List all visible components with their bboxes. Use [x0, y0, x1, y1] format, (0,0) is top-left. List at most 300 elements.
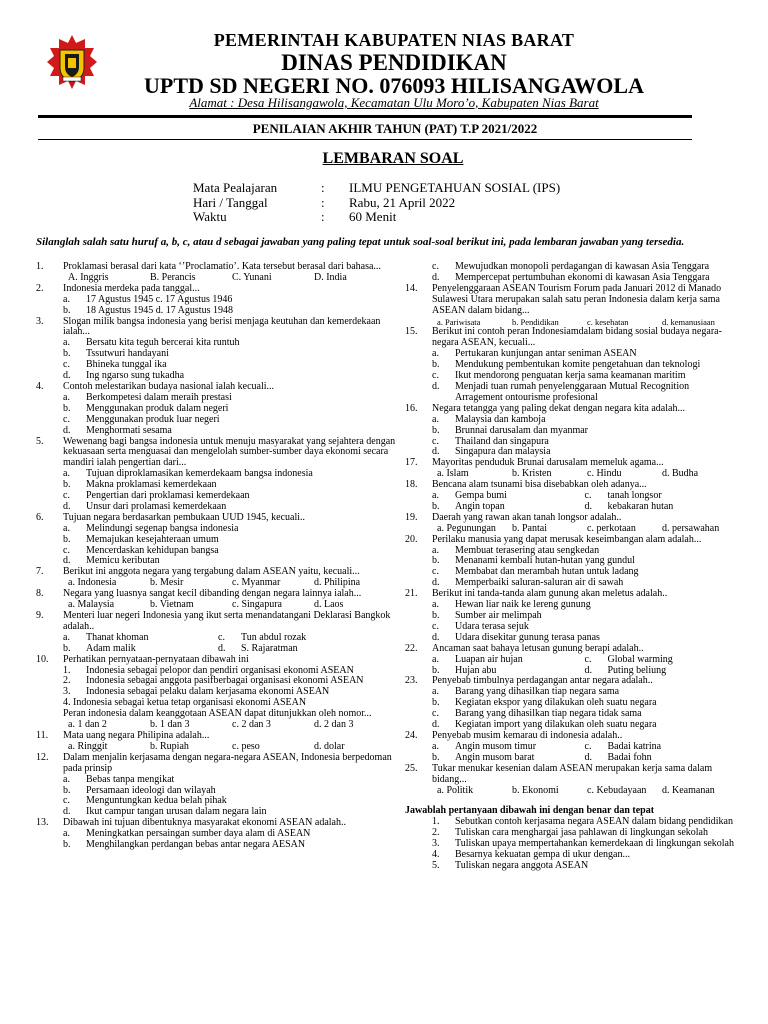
divider: [38, 115, 692, 118]
answer-option: b. Pendidikan: [512, 316, 559, 327]
answer-option: d. Keamanan: [662, 784, 715, 796]
question-19: [405, 513, 737, 535]
letterhead: [0, 0, 768, 125]
option-letter: c.: [432, 435, 439, 447]
info-value: ILMU PENGETAHUAN SOSIAL (IPS): [349, 180, 561, 195]
question-text: Perilaku manusia yang dapat merusak keseimbangan alam adalah...: [432, 533, 702, 545]
question-number: 14.: [405, 282, 418, 294]
option-text: Sebutkan contoh kerjasama negara ASEAN dalam bidang pendidikan: [455, 816, 733, 828]
option-text: Tssutwuri handayani: [86, 348, 169, 360]
option-letter: b.: [432, 424, 440, 436]
question-4: [36, 382, 396, 437]
option-letter: a.: [63, 828, 70, 840]
answer-option: Peran indonesia dalam keanggotaan ASEAN dapat ditunjukkan oleh nomor...: [63, 708, 372, 720]
option-letter: 3.: [432, 838, 440, 850]
question-stem: [36, 317, 396, 339]
essay-section: [405, 806, 737, 871]
question-24: [405, 731, 737, 764]
school-name: UPTD SD NEGERI NO. 076093 HILISANGAWOLA: [144, 73, 644, 98]
option-letter: b.: [432, 555, 440, 567]
option-letter: d.: [432, 446, 440, 458]
info-label: Waktu: [193, 209, 227, 224]
questions-right-column: [405, 262, 737, 872]
answer-option: Gempa bumi: [455, 490, 507, 502]
option-letter: a.: [432, 490, 439, 502]
answer-option: c. 2 dan 3: [232, 719, 271, 731]
option-letter: d.: [63, 424, 71, 436]
option-text: Memajukan kesejahteraan umum: [86, 533, 219, 545]
option-text: Menggunakan produk dalam negeri: [86, 402, 229, 414]
option-letter: d.: [432, 719, 440, 731]
option-letter: a.: [432, 348, 439, 360]
answer-option: c. Hindu: [587, 468, 622, 480]
question-text: Negara yang luasnya sangat kecil dibanding dengan negara lainnya ialah...: [63, 588, 362, 600]
answer-option: Badai fohn: [607, 751, 652, 763]
option-letter: b.: [63, 533, 71, 545]
option-letter: c.: [63, 795, 70, 807]
answer-option: b. Ekonomi: [512, 784, 559, 796]
question-text: Dibawah ini tujuan dibentuknya masyarakat ekonomi ASEAN adalah..: [63, 817, 346, 829]
question-5: [36, 437, 396, 513]
answer-option: b. Mesir: [150, 577, 184, 589]
question-stem: [36, 437, 396, 470]
question-14: [405, 284, 737, 328]
answer-option: d. Laos: [314, 599, 344, 611]
question-16: [405, 404, 737, 459]
option-letter: a.: [432, 740, 439, 752]
answer-option: [36, 840, 396, 851]
info-label: Mata Pealajaran: [193, 180, 278, 195]
option-letter: c.: [432, 708, 439, 720]
answer-option: 4. Indonesia sebagai ketua tetap organisasi ekonomi ASEAN: [63, 697, 307, 709]
answer-option: a. Malaysia: [68, 599, 115, 611]
question-text: Penyelenggaraan ASEAN Tourism Forum pada Januari 2012 di Manado Sulawesi Utara merupakan salah satu peran Indonesia dalam kerja sama ASEAN dalam bidang...: [432, 282, 722, 316]
question-stem: [405, 284, 737, 317]
answer-option: [405, 415, 737, 426]
answer-option: [36, 295, 396, 306]
question-text: Menteri luar negeri Indonesia yang ikut serta menandatangani Deklarasi Bangkok adalah..: [63, 610, 391, 632]
answer-option: a. Pariwisata: [437, 316, 481, 327]
option-letter: 3.: [63, 686, 71, 698]
question-text: Indonesia merdeka pada tanggal...: [63, 282, 200, 294]
question-text: Mayoritas penduduk Brunai darusalam memeluk agama...: [432, 457, 664, 469]
option-letter: d.: [63, 500, 71, 512]
question-text: Wewenang bagi bangsa indonesia untuk menuju masyarakat yang sejahtera dengan kekuasaan serta menguasai dan mengelolah sumber-sumber daya ekonomi secara mandiri ialah pengertian dari...: [63, 435, 396, 469]
option-text: Tuliskan cara menghargai jasa pahlawan di lingkungan sekolah: [455, 827, 708, 839]
option-text: Pertukaran kunjungan antar seniman ASEAN: [455, 348, 637, 360]
answer-option: A. Inggris: [68, 271, 109, 283]
option-text: Malaysia dan kamboja: [455, 413, 546, 425]
option-letter: a.: [63, 391, 70, 403]
answer-option: a. Indonesia: [68, 577, 117, 589]
option-text: Mendukung pembentukan komite pengetahuan dan teknologi: [455, 359, 701, 371]
answer-option: [218, 644, 373, 655]
option-text: Besarnya kekuatan gempa di ukur dengan...: [455, 849, 630, 861]
info-value: 60 Menit: [349, 209, 397, 224]
option-letter: 5.: [432, 859, 440, 871]
info-value: Rabu, 21 April 2022: [349, 194, 456, 210]
option-letter: d.: [63, 370, 71, 382]
question-number: 18.: [405, 479, 418, 491]
option-text: Makna proklamasi kemerdekaan: [86, 479, 217, 491]
option-text: Bebas tanpa mengikat: [86, 773, 175, 785]
question-stem: [405, 327, 737, 349]
question-text: Ancaman saat bahaya letusan gunung berapi adalah..: [432, 642, 644, 654]
answer-option: Luapan air hujan: [455, 653, 523, 665]
question-text: Bencana alam tsunami bisa disebabkan oleh adanya...: [432, 479, 647, 491]
option-letter: d.: [218, 642, 226, 654]
option-text: Sumber air melimpah: [455, 610, 542, 621]
option-text: Thailand dan singapura: [455, 435, 549, 447]
option-text: Memicu keributan: [86, 555, 160, 567]
question-number: 9.: [36, 610, 44, 621]
answer-option: b. Rupiah: [150, 740, 189, 752]
question-stem: [405, 764, 737, 786]
question-text: Berikut ini anggota negara yang tergabung dalam ASEAN yaitu, kecuali...: [63, 566, 360, 578]
answer-option: d. 2 dan 3: [314, 719, 354, 731]
answer-option: Badai katrina: [607, 740, 662, 752]
question-number: 21.: [405, 588, 418, 600]
answer-option: C. Yunani: [232, 271, 272, 283]
option-letter: c.: [63, 359, 70, 371]
option-text: Udara disekitar gunung terasa panas: [455, 631, 600, 643]
answer-option: Angin musom barat: [455, 751, 535, 763]
option-letter: 4.: [432, 849, 440, 861]
option-letter: a.: [63, 773, 70, 785]
answer-option: a. 1 dan 2: [68, 719, 107, 731]
option-letter: d.: [584, 500, 592, 512]
option-letter: a.: [63, 631, 70, 643]
question-number: 1.: [36, 261, 44, 272]
answer-option: Tun abdul rozak: [241, 631, 307, 643]
answer-option: [585, 655, 738, 666]
question-3: [36, 317, 396, 382]
question-number: 24.: [405, 729, 418, 741]
option-letter: b.: [63, 784, 71, 796]
option-letter: c.: [63, 413, 70, 425]
info-colon: :: [321, 180, 325, 195]
question-number: 16.: [405, 402, 418, 414]
question-17: [405, 458, 737, 480]
option-text: Membuat terasering atau sengkedan: [455, 544, 600, 556]
question-text: Penyebab timbulnya perdagangan antar negara adalah..: [432, 675, 653, 687]
info-label: Hari / Tanggal: [193, 194, 268, 210]
option-letter: a.: [63, 337, 70, 349]
info-colon: :: [321, 194, 325, 210]
question-number: 23.: [405, 675, 418, 687]
option-letter: c.: [584, 490, 592, 502]
question-number: 5.: [36, 435, 44, 447]
question-number: 10.: [36, 653, 49, 665]
info-colon: :: [321, 209, 325, 224]
option-letter: d.: [63, 806, 71, 818]
question-15: [405, 327, 737, 403]
instructions: Silanglah salah satu huruf a, b, c, atau d sebagai jawaban yang paling tepat untuk soal-soal berikut ini, pada lembaran jawaban yang tersedia.: [36, 236, 685, 248]
question-6: [36, 513, 396, 568]
question-text: Mata uang negara Philipina adalah...: [63, 729, 210, 741]
question-number: 3.: [36, 315, 44, 327]
option-letter: c.: [218, 631, 225, 643]
option-letter: b.: [63, 402, 71, 414]
option-letter: c.: [432, 620, 439, 632]
answer-option: c. perkotaan: [587, 522, 636, 534]
question-22: [405, 644, 737, 677]
divider: [38, 139, 692, 140]
exam-info: [193, 181, 560, 225]
option-letter: 1.: [63, 664, 71, 676]
question-stem: [36, 611, 396, 633]
answer-option: S. Rajaratman: [241, 642, 298, 654]
question-23: [405, 676, 737, 731]
question-1: [36, 262, 396, 284]
answer-option: d. persawahan: [662, 522, 720, 534]
answer-option: D. India: [314, 271, 347, 283]
answer-option: a. Islam: [437, 468, 469, 480]
question-text: Penyebab musim kemarau di indonesia adalah..: [432, 729, 623, 741]
option-text: Mencerdaskan kehidupan bangsa: [86, 544, 219, 556]
question-number: 25.: [405, 762, 418, 774]
option-letter: c.: [584, 740, 592, 752]
answer-option: Adam malik: [86, 642, 136, 654]
answer-option: [405, 655, 737, 666]
option-text: Indonesia sebagai pelaku dalam kerjasama ekonomi ASEAN: [86, 686, 330, 698]
option-text: Kegiatan ekspor yang dilakukan oleh suatu negara: [455, 697, 657, 709]
option-letter: b.: [63, 348, 71, 360]
answer-option: [405, 382, 737, 404]
sheet-title: LEMBARAN SOAL: [322, 150, 464, 167]
option-letter: d.: [584, 664, 592, 676]
option-text: Memperbaiki saluran-saluran air di sawah: [455, 577, 624, 589]
option-text: Meningkatkan persaingan sumber daya alam di ASEAN: [86, 828, 311, 840]
answer-option: d. dolar: [314, 740, 345, 752]
option-text: Hewan liar naik ke lereng gunung: [455, 599, 591, 611]
option-text: Menguntungkan kedua belah pihak: [86, 795, 227, 807]
question-stem: [405, 535, 737, 546]
answer-option: [405, 786, 737, 797]
option-text: Pengertian dari proklamasi kemerdekaan: [86, 490, 250, 502]
answer-option: d. Philipina: [314, 577, 361, 589]
question-9: [36, 611, 396, 655]
question-21: [405, 589, 737, 644]
question-text: Slogan milik bangsa indonesia yang berisi menjaga keutuhan dan kemerdekaan ialah...: [63, 315, 381, 338]
option-text: Menjadi tuan rumah penyelenggaraan Mutual Recognition Arragement ontourisme profesional: [455, 380, 690, 403]
answer-option: [36, 415, 396, 426]
government-name: PEMERINTAH KABUPATEN NIAS BARAT: [213, 30, 575, 50]
option-text: Menggunakan produk luar negeri: [86, 413, 220, 425]
option-text: Ikut mendorong penguatan kerja sama keamanan maritim: [455, 370, 686, 382]
answer-option: [36, 306, 396, 317]
option-text: Menghilangkan perdangan bebas antar negara AESAN: [86, 839, 306, 851]
option-text: Bhineka tunggal ika: [86, 359, 167, 371]
option-text: Indonesia sebagai anggota pasifberbagai organisasi ekonomi ASEAN: [86, 675, 364, 687]
question-text: Negara tetangga yang paling dekat dengan negara kita adalah...: [432, 402, 685, 414]
option-letter: b.: [63, 642, 71, 654]
option-text: Membabat dan merambah hutan untuk ladang: [455, 566, 639, 578]
question-number: 4.: [36, 380, 44, 392]
option-letter: 1.: [432, 816, 440, 828]
question-text: Berikut ini contoh peran Indonesiamdalam bidang sosial budaya negara-negara ASEAN, kecuali...: [432, 326, 722, 349]
question-7: [36, 567, 396, 589]
question-2: [36, 284, 396, 317]
answer-option: c. kesehatan: [587, 316, 629, 327]
option-text: Ikut campur tangan urusan dalam negara lain: [86, 806, 267, 818]
question-number: 7.: [36, 566, 44, 578]
option-letter: a.: [432, 653, 439, 665]
option-letter: a.: [63, 522, 70, 534]
answer-option: d. kemanusiaan: [662, 316, 715, 327]
option-text: Mempercepat pertumbuhan ekonomi di kawasan Asia Tenggara: [455, 271, 710, 283]
question-stem: [36, 753, 396, 775]
option-letter: 2.: [432, 827, 440, 839]
answer-option: a. Ringgit: [68, 740, 108, 752]
option-text: Barang yang dihasilkan tiap negara tidak sama: [455, 708, 642, 720]
option-text: Indonesia sebagai pelopor dan pendiri organisasi ekonomi ASEAN: [86, 664, 354, 676]
option-text: Tuliskan upaya mempertahankan kemerdekaan di lingkungan sekolah: [455, 838, 734, 850]
department-name: DINAS PENDIDIKAN: [281, 50, 507, 75]
option-text: Persamaan ideologi dan wilayah: [86, 784, 216, 796]
option-text: Unsur dari prolamasi kemerdekaan: [86, 500, 227, 512]
option-letter: c.: [432, 261, 439, 272]
answer-option: [432, 655, 585, 666]
option-letter: a.: [63, 468, 70, 480]
option-text: Menanami kembali hutan-hutan yang gundul: [455, 555, 635, 567]
option-letter: d.: [432, 631, 440, 643]
option-letter: c.: [584, 653, 592, 665]
info-row: [193, 210, 560, 225]
answer-option: Hujan abu: [455, 664, 497, 676]
option-letter: b.: [432, 664, 440, 676]
option-letter: b.: [63, 479, 71, 491]
option-letter: b.: [432, 697, 440, 709]
answer-option: [36, 426, 396, 437]
answer-option: c. Singapura: [232, 599, 282, 611]
question-number: 2.: [36, 282, 44, 294]
question-13: [36, 818, 396, 851]
exam-title: PENILAIAN AKHIR TAHUN (PAT) T.P 2021/2022: [252, 121, 538, 136]
question-11: [36, 731, 396, 753]
question-text: Berikut ini tanda-tanda alam gunung akan meletus adalah..: [432, 588, 668, 600]
question-13-continued: [405, 262, 737, 284]
answer-option: b. Pantai: [512, 522, 547, 534]
option-letter: d.: [432, 271, 440, 283]
answer-option: Thanat khoman: [86, 631, 149, 643]
answer-option: Global warming: [607, 653, 673, 665]
answer-option: c. Kebudayaan: [587, 784, 647, 796]
answer-option: b. 1 dan 3: [150, 719, 190, 731]
answer-option: [36, 775, 396, 786]
option-letter: b.: [432, 500, 440, 512]
answer-option: [63, 644, 218, 655]
option-letter: b.: [432, 751, 440, 763]
question-number: 17.: [405, 457, 418, 469]
question-number: 11.: [36, 729, 49, 741]
school-address: Alamat : Desa Hilisangawola, Kecamatan Ulu Moro’o, Kabupaten Nias Barat: [189, 95, 599, 110]
question-number: 19.: [405, 511, 418, 523]
option-text: Berkompetesi dalam meraih prestasi: [86, 391, 232, 403]
option-text: Udara terasa sejuk: [455, 620, 529, 632]
answer-option: Angin topan: [455, 500, 505, 512]
question-text: Tujuan negara berdasarkan pembukaan UUD 1945, kecuali..: [63, 511, 306, 523]
option-letter: 2.: [63, 675, 71, 687]
question-text: Dalam menjalin kerjasama dengan negara-negara ASEAN, Indonesia berpedoman pada prinsip: [63, 751, 392, 774]
option-text: Brunnai darusalam dan myanmar: [455, 424, 589, 436]
question-text: Perhatikan pernyataan-pernyataan dibawah ini: [63, 653, 249, 665]
question-text: Proklamasi berasal dari kata ‘’Proclamatio’. Kata tersebut berasal dari bahasa...: [63, 261, 381, 272]
question-25: [405, 764, 737, 797]
question-12: [36, 753, 396, 818]
question-number: 15.: [405, 326, 418, 338]
option-text: Tujuan diproklamasikan kemerdekaam bangsa indonesia: [86, 468, 313, 480]
option-letter: c.: [63, 490, 70, 502]
question-number: 6.: [36, 511, 44, 523]
option-letter: c.: [432, 370, 439, 382]
answer-option: [36, 644, 396, 655]
question-number: 12.: [36, 751, 49, 763]
option-letter: b.: [432, 359, 440, 371]
answer-option: [36, 535, 396, 546]
option-text: Barang yang dihasilkan tiap negara sama: [455, 686, 620, 698]
question-20: [405, 535, 737, 590]
option-letter: c.: [63, 544, 70, 556]
answer-option: b. Kristen: [512, 468, 552, 480]
option-text: 17 Agustus 1945 c. 17 Agustus 1946: [86, 293, 233, 305]
answer-option: kebakaran hutan: [607, 500, 674, 512]
question-10: [36, 655, 396, 731]
option-letter: d.: [63, 555, 71, 567]
answer-option: a. Pegunungan: [437, 522, 496, 534]
option-letter: a.: [432, 544, 439, 556]
option-letter: d.: [432, 577, 440, 589]
questions-left-column: [36, 262, 396, 851]
answer-option: d. Budha: [662, 468, 699, 480]
answer-option: b. Vietnam: [150, 599, 194, 611]
answer-option: Angin musom timur: [455, 740, 537, 752]
info-row: [193, 181, 560, 196]
answer-option: B. Perancis: [150, 271, 196, 283]
question-text: Daerah yang rawan akan tanah longsor adalah..: [432, 511, 622, 523]
question-number: 20.: [405, 533, 418, 545]
option-text: Kegiatan import yang dilakukan oleh suatu negara: [455, 719, 657, 731]
option-text: Melindungi segenap bangsa indonesia: [86, 522, 239, 534]
option-letter: b.: [63, 839, 71, 851]
option-text: Singapura dan malaysia: [455, 446, 551, 458]
option-letter: a.: [432, 686, 439, 698]
option-letter: d.: [584, 751, 592, 763]
option-text: Ing ngarso sung tukadha: [86, 370, 185, 382]
question-8: [36, 589, 396, 611]
answer-option: [405, 426, 737, 437]
option-letter: a.: [63, 293, 70, 305]
option-letter: d.: [432, 380, 440, 392]
answer-option: a. Politik: [437, 784, 474, 796]
answer-option: c. peso: [232, 740, 260, 752]
question-text: Tukar menukar kesenian dalam ASEAN merupakan kerja sama dalam bidang...: [432, 762, 713, 785]
answer-option: tanah longsor: [607, 490, 662, 502]
option-letter: a.: [432, 599, 439, 611]
answer-option: Puting beliung: [607, 664, 667, 676]
question-18: [405, 480, 737, 513]
option-text: 18 Agustus 1945 d. 17 Agustus 1948: [86, 304, 233, 316]
question-number: 8.: [36, 588, 44, 600]
question-number: 13.: [36, 817, 49, 829]
answer-option: c. Myanmar: [232, 577, 281, 589]
option-text: Menghormati sesama: [86, 424, 172, 436]
answer-option: [405, 861, 737, 872]
option-letter: b.: [432, 610, 440, 621]
option-letter: b.: [63, 304, 71, 316]
option-text: Bersatu kita teguh bercerai kita runtuh: [86, 337, 240, 349]
question-text: Contoh melestarikan budaya nasional ialah kecuali...: [63, 380, 275, 392]
